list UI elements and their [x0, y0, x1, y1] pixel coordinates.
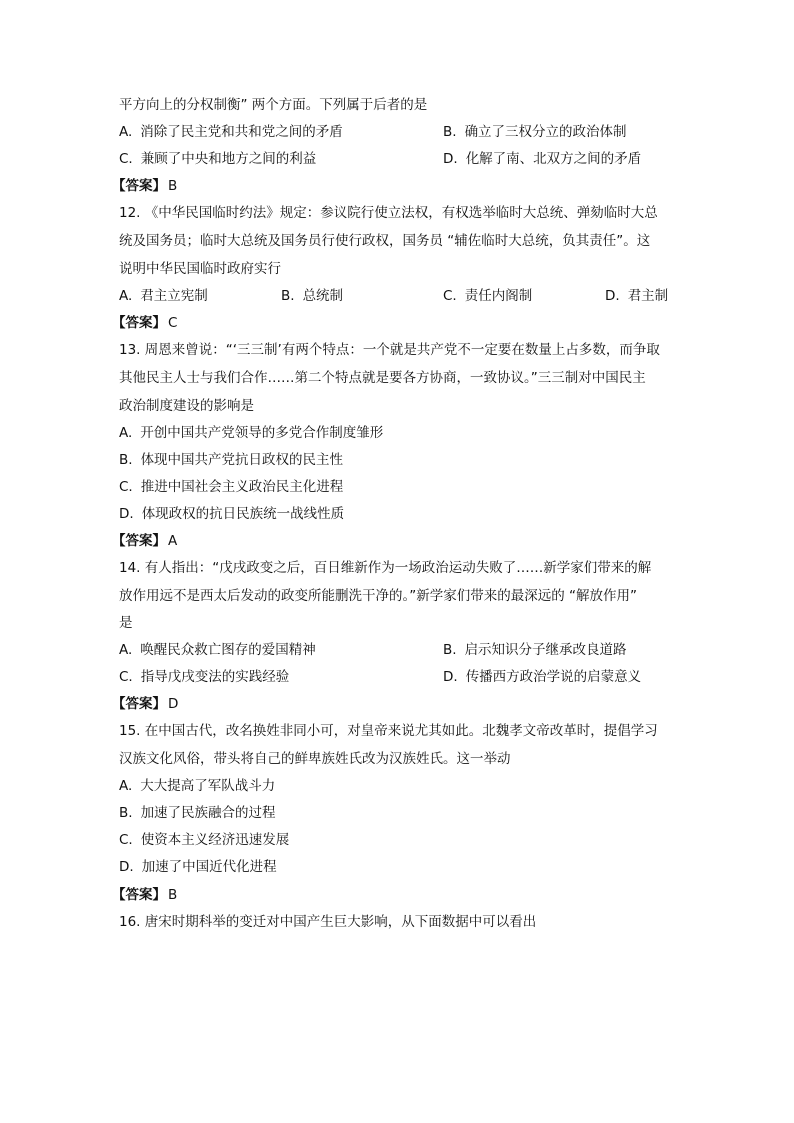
option-text: 使资本主义经济迅速发展 — [140, 832, 290, 848]
option-letter: D. — [119, 506, 134, 522]
q14-stem-line-2: 放作用远不是西太后发动的政变所能删洗干净的。”新学家们带来的最深远的 “解放作用” — [119, 588, 638, 604]
option-letter: C. — [119, 669, 133, 685]
q15-option-d — [119, 857, 277, 877]
option-letter: A. — [119, 425, 133, 441]
option-letter: D. — [443, 669, 458, 685]
q11-stem-tail: 平方向上的分权制衡” 两个方面。下列属于后者的是 — [119, 97, 428, 113]
q11-option-d — [443, 149, 641, 169]
option-text: 确立了三权分立的政治体制 — [464, 124, 627, 140]
q13-stem-line-3: 政治制度建设的影响是 — [119, 398, 254, 414]
option-letter: A. — [119, 778, 133, 794]
option-text: 兼顾了中央和地方之间的利益 — [140, 151, 317, 167]
q12-answer — [112, 313, 177, 333]
answer-label: 【答案】 — [112, 178, 166, 194]
q15-option-a — [119, 776, 275, 796]
q13-option-c — [119, 477, 343, 497]
q14-stem-line-3: 是 — [119, 615, 133, 631]
option-letter: B. — [281, 288, 295, 304]
option-text: 总统制 — [302, 288, 344, 304]
answer-value: D — [168, 696, 179, 712]
option-letter: A. — [119, 288, 133, 304]
option-text: 开创中国共产党领导的多党合作制度雏形 — [140, 425, 384, 441]
q12-option-d — [605, 286, 668, 306]
option-text: 消除了民主党和共和党之间的矛盾 — [140, 124, 343, 140]
option-text: 传播西方政治学说的启蒙意义 — [465, 669, 642, 685]
q16-stem-line-1: 16. 唐宋时期科举的变迁对中国产生巨大影响，从下面数据中可以看出 — [119, 914, 537, 930]
q14-option-d — [443, 667, 641, 687]
q13-stem-line-1: 13. 周恩来曾说：“‘三三制’有两个特点：一个就是共产党不一定要在数量上占多数，而争取 — [119, 342, 660, 358]
option-text: 君主立宪制 — [140, 288, 208, 304]
option-text: 责任内阁制 — [464, 288, 533, 304]
q12-stem-line-1: 12. 《中华民国临时约法》规定：参议院行使立法权，有权选举临时大总统、弹劾临时大总 — [119, 205, 658, 221]
option-letter: B. — [443, 124, 457, 140]
option-text: 化解了南、北双方之间的矛盾 — [465, 151, 642, 167]
q11-option-b — [443, 122, 627, 142]
answer-label: 【答案】 — [112, 696, 166, 712]
option-letter: C. — [119, 151, 133, 167]
q15-stem-line-1: 15. 在中国古代，改名换姓非同小可，对皇帝来说尤其如此。北魏孝文帝改革时，提倡学习 — [119, 723, 658, 739]
option-text: 唤醒民众救亡图存的爱国精神 — [140, 642, 316, 658]
q13-stem-line-2: 其他民主人士与我们合作……第二个特点就是要各方协商，一致协议。”三三制对中国民主 — [119, 370, 646, 386]
q13-option-b — [119, 450, 343, 470]
option-text: 体现中国共产党抗日政权的民主性 — [140, 452, 344, 468]
option-letter: A. — [119, 124, 133, 140]
option-text: 启示知识分子继承改良道路 — [464, 642, 627, 658]
q14-option-a — [119, 640, 316, 660]
answer-label: 【答案】 — [112, 533, 166, 549]
q15-option-c — [119, 830, 289, 850]
q11-option-c — [119, 149, 316, 169]
answer-label: 【答案】 — [112, 887, 166, 903]
q12-option-b — [281, 286, 343, 306]
q14-option-c — [119, 667, 289, 687]
option-letter: D. — [605, 288, 620, 304]
option-text: 加速了中国近代化进程 — [141, 859, 277, 875]
answer-value: B — [168, 178, 178, 194]
answer-value: C — [168, 315, 178, 331]
q14-answer — [112, 694, 178, 714]
q13-answer — [112, 531, 177, 551]
option-text: 指导戊戌变法的实践经验 — [140, 669, 290, 685]
q15-answer — [112, 885, 177, 905]
option-letter: C. — [443, 288, 457, 304]
q15-option-b — [119, 803, 276, 823]
option-letter: B. — [443, 642, 457, 658]
q13-option-a — [119, 423, 383, 443]
option-letter: B. — [119, 805, 133, 821]
option-text: 体现政权的抗日民族统一战线性质 — [141, 506, 345, 522]
option-text: 加速了民族融合的过程 — [140, 805, 276, 821]
answer-value: B — [168, 887, 178, 903]
q15-stem-line-2: 汉族文化风俗，带头将自己的鲜卑族姓氏改为汉族姓氏。这一举动 — [119, 751, 511, 767]
option-text: 推进中国社会主义政治民主化进程 — [140, 479, 344, 495]
q12-stem-line-2: 统及国务员；临时大总统及国务员行使行政权，国务员 “辅佐临时大总统，负其责任”。这 — [119, 233, 651, 249]
answer-value: A — [168, 533, 178, 549]
option-text: 大大提高了军队战斗力 — [140, 778, 276, 794]
q12-option-a — [119, 286, 208, 306]
option-letter: C. — [119, 479, 133, 495]
q11-option-a — [119, 122, 343, 142]
option-letter: D. — [119, 859, 134, 875]
answer-label: 【答案】 — [112, 315, 166, 331]
option-letter: A. — [119, 642, 133, 658]
q14-stem-line-1: 14. 有人指出：“戊戌政变之后，百日维新作为一场政治运动失败了……新学家们带来的解 — [119, 560, 652, 576]
q12-stem-line-3: 说明中华民国临时政府实行 — [119, 261, 281, 277]
option-letter: C. — [119, 832, 133, 848]
q12-option-c — [443, 286, 532, 306]
option-letter: B. — [119, 452, 133, 468]
q11-answer — [112, 176, 177, 196]
q14-option-b — [443, 640, 627, 660]
option-letter: D. — [443, 151, 458, 167]
option-text: 君主制 — [627, 288, 669, 304]
q13-option-d — [119, 504, 344, 524]
